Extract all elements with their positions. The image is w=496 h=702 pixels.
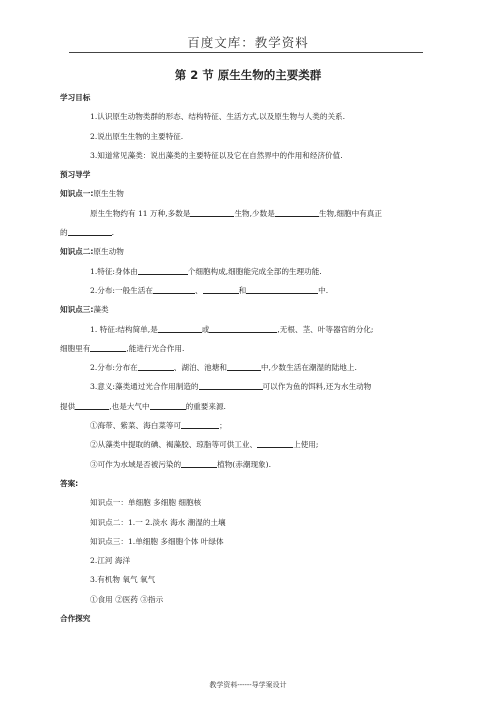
blank [209, 324, 277, 333]
blank [138, 362, 174, 371]
blank [181, 420, 219, 429]
answer-5: 3.有机物 氧气 氧气 [90, 575, 156, 585]
k3-line-8: ③可作为水域是否被污染的 植物(赤潮现象). [90, 459, 272, 469]
k2-label: 知识点二: [60, 247, 94, 257]
k2-line-2: 2.分布:一般生活在 、 和 中. [90, 285, 329, 295]
k3-line-5: 提供 ,也是大气中 的重要来源. [60, 401, 226, 411]
blank [190, 208, 234, 217]
blank [199, 381, 263, 390]
k3-line-4: 3.意义:藻类通过光合作用制造的 可以作为鱼的饵料,还为水生动物 [90, 382, 372, 392]
k1-label: 知识点一: [60, 189, 94, 199]
blank [203, 285, 239, 294]
preview-heading: 预习导学 [60, 170, 91, 180]
page-title: 第 2 节 原生生物的主要类群 [174, 68, 322, 82]
goal-1: 1.认识原生动物类群的形态、结构特征、生活方式,以及原生物与人类的关系. [90, 112, 346, 122]
answer-3: 知识点三：1.单细胞 多细胞个体 叶绿体 [90, 536, 224, 546]
k2-name: 原生动物 [93, 247, 124, 257]
k2-line-1: 1.特征:身体由 个细胞构成,细胞能完成全部的生理功能. [90, 266, 322, 276]
k3-line-6: ①海带、紫菜、海白菜等可 ； [90, 421, 227, 431]
header-divider [69, 52, 423, 53]
goal-3: 3.知道常见藻类：说出藻类的主要特征以及它在自然界中的作用和经济价值. [90, 150, 343, 160]
blank [90, 343, 126, 352]
page-footer: 教学资料------导学案设计 [209, 681, 287, 689]
blank [275, 208, 319, 217]
k3-line-7: ②从藻类中提取的碘、褐藻胶、琼脂等可供工业、 上使用; [90, 440, 319, 450]
blank [158, 324, 202, 333]
k3-line-1: 1. 特征:结构简单,是 或 ,无根、茎、叶等器官的分化; [90, 324, 374, 334]
blank [257, 439, 293, 448]
blank [153, 285, 195, 294]
knowledge-point-2-heading [60, 242, 435, 261]
page-header: 百度文库：教学资料 [187, 35, 309, 50]
blank [150, 401, 186, 410]
k3-line-3: 2.分布:分布在 、湖泊、池塘和 中,少数生活在潮湿的陆地上. [90, 363, 357, 373]
blank [227, 362, 261, 371]
blank [181, 459, 217, 468]
k3-line-2: 细胞里有 ,能进行光合作用. [60, 343, 185, 353]
blank [138, 266, 188, 275]
knowledge-point-1-heading [60, 184, 435, 203]
blank [68, 227, 112, 236]
document-body [60, 88, 435, 628]
cooperation-heading: 合作探究 [60, 614, 91, 624]
k1-line-1: 原生生物约有 11 万种,多数是 生物,少数是 生物,细胞中有真正 [90, 208, 382, 218]
answer-1: 知识点一：单细胞 多细胞 细胞核 [90, 498, 202, 508]
blank [75, 401, 109, 410]
k1-name: 原生生物 [93, 189, 124, 199]
blank [246, 285, 318, 294]
k1-line-2: 的 . [60, 228, 115, 238]
answer-4: 2.江河 海洋 [90, 556, 131, 566]
answer-6: ①食用 ②医药 ③指示 [90, 594, 164, 604]
knowledge-point-3-heading [60, 300, 435, 319]
k3-name: 藻类 [93, 305, 109, 315]
k3-label: 知识点三: [60, 305, 94, 315]
goal-2: 2.说出原生生物的主要特征. [90, 131, 184, 141]
answer-2: 知识点二：1.一 2.淡水 海水 潮湿的土壤 [90, 517, 226, 527]
goals-heading: 学习目标 [60, 93, 91, 102]
answers-heading: 答案: [60, 478, 79, 488]
